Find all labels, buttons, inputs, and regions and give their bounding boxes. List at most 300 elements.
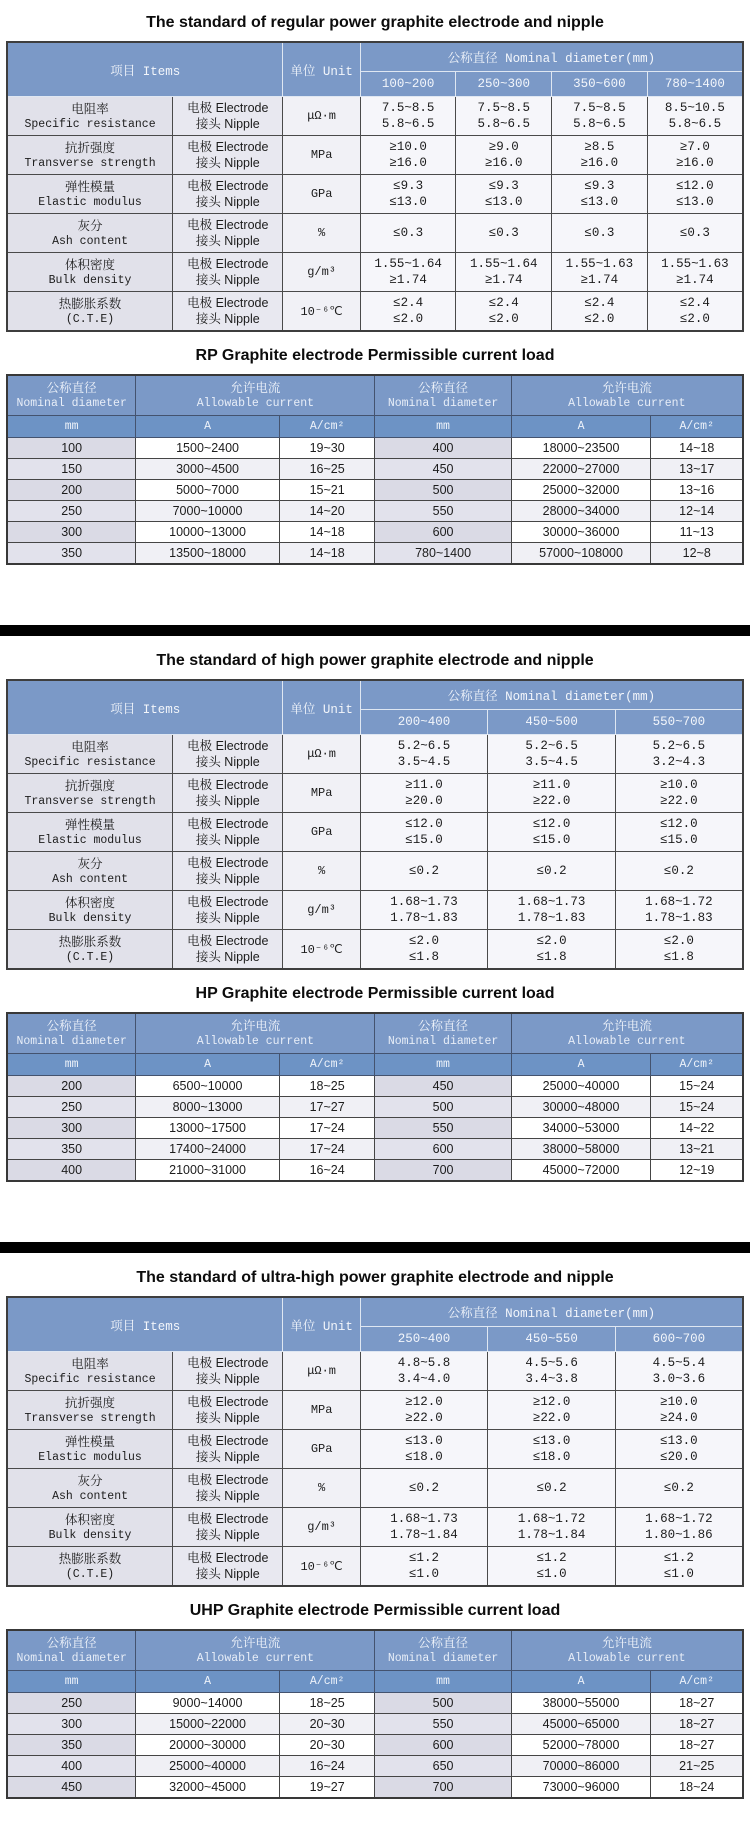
property-name-en: Bulk density [48, 273, 132, 287]
column-unit-header: A/cm² [651, 1671, 743, 1693]
header-en: Nominal diameter [387, 1652, 499, 1665]
unit-cell: 10⁻⁶℃ [283, 1547, 360, 1587]
spec-value-cell [647, 97, 743, 136]
current-density-cell: 17~27 [279, 1097, 375, 1118]
spec-row [7, 253, 743, 292]
nipple-label: 接头 Nipple [195, 911, 260, 925]
spec-value-line: ≥7.0 [679, 140, 710, 154]
diameter-cell: 650 [375, 1756, 511, 1777]
load-head-row [7, 1630, 743, 1671]
items-header: 项目 Items [7, 1297, 283, 1352]
current-density-cell: 16~25 [279, 459, 375, 480]
current-range-cell: 57000~108000 [511, 543, 651, 565]
property-name-cell [7, 813, 173, 852]
component-cell [173, 1430, 283, 1469]
electrode-label: 电极 Electrode [187, 856, 269, 870]
nominal-diameter-header: 公称直径 Nominal diameter(mm) [360, 1297, 743, 1327]
spec-value-cell [552, 292, 648, 332]
property-name-en: Specific resistance [24, 117, 156, 131]
component-cell [173, 292, 283, 332]
header-en: Allowable current [568, 1652, 686, 1665]
diameter-cell: 300 [7, 1118, 136, 1139]
spec-table-head [7, 680, 743, 735]
spec-table-head [7, 42, 743, 97]
load-table-body [7, 438, 743, 565]
property-name-en: Ash content [52, 872, 128, 886]
section-divider-bar [0, 625, 750, 636]
load-table-head [7, 375, 743, 438]
column-unit-header: mm [375, 1671, 511, 1693]
spec-row [7, 891, 743, 930]
nipple-label: 接头 Nipple [195, 1489, 260, 1503]
spec-value-cell [615, 735, 743, 774]
unit-cell: GPa [283, 813, 360, 852]
spec-value-line: ≥1.74 [676, 273, 714, 287]
diameter-cell: 600 [375, 522, 511, 543]
spec-value-line: ≥9.0 [488, 140, 519, 154]
property-name-cn: 热膨胀系数 [58, 1551, 122, 1566]
column-unit-header: A/cm² [279, 1671, 375, 1693]
property-name-cell [7, 891, 173, 930]
nominal-diameter-header: 公称直径 Nominal diameter(mm) [360, 42, 743, 72]
property-name-cn: 体积密度 [65, 895, 116, 910]
spec-value-cell [360, 214, 456, 253]
spec-value-line: ≥16.0 [676, 156, 714, 170]
spec-value-line: ≥10.0 [660, 1395, 698, 1409]
spec-value-line: ≤1.8 [409, 950, 440, 964]
electrode-spec-table [6, 41, 744, 332]
diameter-cell: 550 [375, 501, 511, 522]
electrode-label: 电极 Electrode [187, 1512, 269, 1526]
current-range-cell: 34000~53000 [511, 1118, 651, 1139]
spec-value-line: ≤0.3 [488, 226, 519, 240]
spec-value-line: ≥20.0 [405, 794, 443, 808]
allowable-current-header [136, 1013, 375, 1054]
current-range-cell: 38000~55000 [511, 1693, 651, 1714]
spec-row [7, 292, 743, 332]
spec-value-line: 3.4~3.8 [525, 1372, 578, 1386]
current-load-table [6, 374, 744, 565]
load-row [7, 1693, 743, 1714]
diameter-cell: 350 [7, 543, 136, 565]
component-cell [173, 1352, 283, 1391]
property-name-en: Bulk density [48, 911, 132, 925]
current-range-cell: 22000~27000 [511, 459, 651, 480]
spec-value-cell [647, 136, 743, 175]
property-name-cn: 电阻率 [71, 739, 109, 754]
spec-value-line: 1.78~1.83 [517, 911, 586, 925]
current-density-cell: 13~21 [651, 1139, 743, 1160]
spec-value-cell [615, 774, 743, 813]
unit-cell: % [283, 1469, 360, 1508]
property-name-cn: 抗折强度 [65, 1395, 116, 1410]
current-range-cell: 45000~65000 [511, 1714, 651, 1735]
load-row [7, 1735, 743, 1756]
spec-value-cell [456, 97, 552, 136]
electrode-spec-table [6, 679, 744, 970]
load-row [7, 1714, 743, 1735]
spec-value-line: 1.68~1.73 [390, 895, 458, 909]
current-density-cell: 17~24 [279, 1118, 375, 1139]
unit-header: 单位 Unit [283, 42, 360, 97]
property-name-cn: 抗折强度 [65, 140, 116, 155]
column-unit-header: A [136, 1054, 280, 1076]
current-density-cell: 13~16 [651, 480, 743, 501]
spec-value-cell [615, 1508, 743, 1547]
load-row [7, 501, 743, 522]
electrode-label: 电极 Electrode [187, 1356, 269, 1370]
spec-value-cell [615, 813, 743, 852]
diameter-cell: 550 [375, 1118, 511, 1139]
spec-value-line: 1.68~1.72 [645, 1512, 713, 1526]
nipple-label: 接头 Nipple [195, 1450, 260, 1464]
nominal-diameter-header [375, 1630, 511, 1671]
spec-value-cell [647, 292, 743, 332]
nipple-label: 接头 Nipple [195, 755, 260, 769]
header-cn: 允许电流 [230, 1636, 281, 1650]
spec-value-line: 5.8~6.5 [668, 117, 722, 131]
diameter-range-header: 250~300 [456, 72, 552, 97]
load-unit-row [7, 1054, 743, 1076]
spec-value-line: ≤18.0 [405, 1450, 443, 1464]
header-en: Allowable current [196, 1035, 315, 1048]
current-density-cell: 19~27 [279, 1777, 375, 1799]
diameter-cell: 350 [7, 1735, 136, 1756]
spec-row [7, 214, 743, 253]
component-cell [173, 852, 283, 891]
spec-value-line: ≤0.2 [536, 864, 567, 878]
spec-value-line: ≥22.0 [405, 1411, 443, 1425]
spec-value-line: 5.8~6.5 [381, 117, 435, 131]
spec-value-line: ≤13.0 [532, 1434, 571, 1448]
column-unit-header: A [511, 1671, 651, 1693]
spec-value-line: ≤2.4 [679, 296, 710, 310]
standard-section-title: The standard of regular power graphite electrode and nipple [146, 14, 604, 31]
component-cell [173, 774, 283, 813]
current-density-cell: 16~24 [279, 1756, 375, 1777]
electrode-label: 电极 Electrode [187, 257, 269, 271]
spec-value-line: 3.5~4.5 [397, 755, 451, 769]
spec-value-line: ≥22.0 [660, 794, 698, 808]
component-cell [173, 253, 283, 292]
current-density-cell: 15~24 [651, 1097, 743, 1118]
spec-value-line: 1.55~1.63 [661, 257, 729, 271]
spec-value-line: ≤0.3 [584, 226, 615, 240]
unit-header: 单位 Unit [283, 680, 360, 735]
electrode-label: 电极 Electrode [187, 1434, 269, 1448]
unit-cell: % [283, 852, 360, 891]
current-density-cell: 12~19 [651, 1160, 743, 1182]
diameter-cell: 600 [375, 1139, 511, 1160]
current-range-cell: 7000~10000 [136, 501, 280, 522]
load-row [7, 480, 743, 501]
current-range-cell: 30000~48000 [511, 1097, 651, 1118]
spec-row [7, 1391, 743, 1430]
header-en: Allowable current [196, 397, 315, 410]
spec-value-line: 5.2~6.5 [525, 739, 578, 753]
current-density-cell: 18~25 [279, 1076, 375, 1097]
spec-value-line: ≤1.0 [409, 1567, 440, 1581]
diameter-cell: 200 [7, 480, 136, 501]
load-table-body [7, 1076, 743, 1182]
spec-value-line: ≤1.8 [663, 950, 694, 964]
component-cell [173, 97, 283, 136]
spec-value-line: ≤1.0 [663, 1567, 694, 1581]
current-density-cell: 14~18 [279, 522, 375, 543]
spec-value-cell [360, 136, 456, 175]
property-name-cell [7, 253, 173, 292]
diameter-range-header: 600~700 [615, 1327, 743, 1352]
column-unit-header: A/cm² [651, 416, 743, 438]
nipple-label: 接头 Nipple [195, 156, 260, 170]
spec-value-line: ≤0.2 [663, 1481, 694, 1495]
property-name-cn: 抗折强度 [65, 778, 116, 793]
header-en: Nominal diameter [16, 1035, 127, 1048]
header-cn: 公称直径 [46, 1019, 97, 1033]
spec-row [7, 1508, 743, 1547]
header-en: Allowable current [196, 1652, 315, 1665]
spec-value-line: 1.80~1.86 [645, 1528, 713, 1542]
load-row [7, 1118, 743, 1139]
diameter-cell: 700 [375, 1777, 511, 1799]
current-range-cell: 73000~96000 [511, 1777, 651, 1799]
spec-value-cell [488, 1508, 616, 1547]
spec-head-row [7, 1297, 743, 1327]
component-cell [173, 813, 283, 852]
spec-value-cell [456, 136, 552, 175]
spec-value-line: ≤2.0 [679, 312, 710, 326]
nominal-diameter-header [375, 375, 511, 416]
component-cell [173, 930, 283, 970]
diameter-cell: 200 [7, 1076, 136, 1097]
spec-value-cell [360, 852, 488, 891]
current-range-cell: 52000~78000 [511, 1735, 651, 1756]
spec-value-line: ≤12.0 [405, 817, 443, 831]
property-name-cell [7, 1352, 173, 1391]
load-row [7, 522, 743, 543]
spec-row [7, 1352, 743, 1391]
property-name-en: (C.T.E) [65, 950, 115, 964]
spec-value-line: ≤9.3 [393, 179, 424, 193]
column-unit-header: mm [7, 1671, 136, 1693]
property-name-en: Specific resistance [24, 755, 156, 769]
spec-value-cell [647, 253, 743, 292]
spec-value-line: ≥1.74 [485, 273, 523, 287]
header-cn: 允许电流 [230, 1019, 281, 1033]
spec-value-line: ≥1.74 [389, 273, 427, 287]
spec-value-cell [360, 735, 488, 774]
header-en: Allowable current [568, 397, 686, 410]
electrode-label: 电极 Electrode [187, 1473, 269, 1487]
spec-row [7, 136, 743, 175]
unit-header: 单位 Unit [283, 1297, 360, 1352]
column-unit-header: A [136, 416, 280, 438]
property-name-en: (C.T.E) [65, 312, 115, 326]
spec-value-cell [456, 292, 552, 332]
current-load-title: HP Graphite electrode Permissible current load [195, 985, 555, 1002]
spec-value-line: 1.55~1.64 [374, 257, 442, 271]
spec-value-line: 5.8~6.5 [477, 117, 531, 131]
items-header: 项目 Items [7, 42, 283, 97]
spec-value-cell [360, 292, 456, 332]
property-name-cn: 体积密度 [65, 1512, 116, 1527]
property-name-cell [7, 852, 173, 891]
spec-value-cell [488, 774, 616, 813]
header-cn: 公称直径 [418, 381, 469, 395]
diameter-cell: 550 [375, 1714, 511, 1735]
current-density-cell: 20~30 [279, 1714, 375, 1735]
spec-value-cell [360, 1391, 488, 1430]
spec-value-line: 1.78~1.83 [390, 911, 458, 925]
unit-cell: GPa [283, 1430, 360, 1469]
header-en: Nominal diameter [387, 397, 499, 410]
property-name-cell [7, 1430, 173, 1469]
diameter-range-header: 350~600 [552, 72, 648, 97]
spec-value-line: 5.8~6.5 [573, 117, 626, 131]
allowable-current-header [136, 375, 375, 416]
spec-value-line: ≤1.8 [536, 950, 567, 964]
current-density-cell: 18~27 [651, 1714, 743, 1735]
electrode-label: 电极 Electrode [187, 296, 269, 310]
spec-value-line: 7.5~8.5 [573, 101, 626, 115]
property-name-cell [7, 1391, 173, 1430]
property-name-cn: 灰分 [77, 1473, 103, 1488]
spec-value-line: ≤0.2 [536, 1481, 567, 1495]
items-header: 项目 Items [7, 680, 283, 735]
allowable-current-header [136, 1630, 375, 1671]
spec-value-cell [615, 1430, 743, 1469]
electrode-label: 电极 Electrode [187, 934, 269, 948]
standard-section-title: The standard of ultra-high power graphite electrode and nipple [136, 1269, 614, 1286]
property-name-cell [7, 774, 173, 813]
current-range-cell: 70000~86000 [511, 1756, 651, 1777]
spec-value-line: 4.5~5.6 [525, 1356, 578, 1370]
property-name-en: Elastic modulus [38, 195, 142, 209]
unit-cell: % [283, 214, 360, 253]
diameter-range-header: 780~1400 [647, 72, 743, 97]
nominal-diameter-header: 公称直径 Nominal diameter(mm) [360, 680, 743, 710]
header-cn: 允许电流 [601, 381, 652, 395]
spec-value-cell [615, 1547, 743, 1587]
allowable-current-header [511, 1013, 743, 1054]
spec-row [7, 1547, 743, 1587]
spec-value-cell [615, 1391, 743, 1430]
spec-value-cell [488, 813, 616, 852]
current-load-title: UHP Graphite electrode Permissible current load [189, 1602, 561, 1619]
current-range-cell: 1500~2400 [136, 438, 280, 459]
header-en: Nominal diameter [387, 1035, 499, 1048]
spec-value-line: 7.5~8.5 [477, 101, 531, 115]
property-name-en: Bulk density [48, 1528, 132, 1542]
nipple-label: 接头 Nipple [195, 273, 260, 287]
column-unit-header: mm [7, 1054, 136, 1076]
nipple-label: 接头 Nipple [195, 1372, 260, 1386]
spec-value-line: 3.0~3.6 [652, 1372, 706, 1386]
section-divider-bar [0, 1242, 750, 1253]
property-name-cell [7, 1469, 173, 1508]
diameter-cell: 300 [7, 522, 136, 543]
spec-value-line: ≥10.0 [660, 778, 698, 792]
nipple-label: 接头 Nipple [195, 234, 260, 248]
diameter-range-header: 200~400 [360, 710, 488, 735]
spec-value-line: ≤2.0 [409, 934, 440, 948]
electrode-label: 电极 Electrode [187, 218, 269, 232]
nipple-label: 接头 Nipple [195, 1528, 260, 1542]
spec-value-line: ≤0.3 [679, 226, 710, 240]
nipple-label: 接头 Nipple [195, 312, 260, 326]
header-cn: 公称直径 [418, 1019, 469, 1033]
current-range-cell: 8000~13000 [136, 1097, 280, 1118]
load-row [7, 438, 743, 459]
property-name-cell [7, 292, 173, 332]
spec-value-line: 7.5~8.5 [381, 101, 435, 115]
column-unit-header: A/cm² [651, 1054, 743, 1076]
current-density-cell: 18~27 [651, 1693, 743, 1714]
nipple-label: 接头 Nipple [195, 950, 260, 964]
spec-value-line: ≤2.0 [584, 312, 615, 326]
spec-value-line: ≤13.0 [405, 1434, 443, 1448]
current-range-cell: 30000~36000 [511, 522, 651, 543]
load-row [7, 543, 743, 565]
diameter-range-header: 250~400 [360, 1327, 488, 1352]
component-cell [173, 1547, 283, 1587]
spec-value-line: ≥1.74 [580, 273, 619, 287]
current-range-cell: 20000~30000 [136, 1735, 280, 1756]
spec-value-line: 5.2~6.5 [652, 739, 706, 753]
spec-value-line: 1.78~1.84 [390, 1528, 458, 1542]
unit-cell: 10⁻⁶℃ [283, 292, 360, 332]
spec-value-cell [488, 735, 616, 774]
spec-row [7, 852, 743, 891]
spec-value-line: ≤18.0 [532, 1450, 571, 1464]
spec-table-body [7, 1352, 743, 1587]
spec-value-cell [552, 214, 648, 253]
property-name-cn: 电阻率 [71, 101, 109, 116]
current-range-cell: 9000~14000 [136, 1693, 280, 1714]
property-name-cn: 热膨胀系数 [58, 934, 122, 949]
component-cell [173, 891, 283, 930]
load-row [7, 1777, 743, 1799]
spec-value-cell [552, 175, 648, 214]
load-head-row [7, 1013, 743, 1054]
current-range-cell: 28000~34000 [511, 501, 651, 522]
spec-value-cell [456, 214, 552, 253]
current-range-cell: 10000~13000 [136, 522, 280, 543]
property-name-en: Specific resistance [24, 1372, 156, 1386]
electrode-label: 电极 Electrode [187, 817, 269, 831]
diameter-cell: 780~1400 [375, 543, 511, 565]
current-range-cell: 18000~23500 [511, 438, 651, 459]
spec-value-cell [647, 175, 743, 214]
property-name-en: (C.T.E) [65, 1567, 115, 1581]
current-density-cell: 18~25 [279, 1693, 375, 1714]
spec-value-cell [360, 1547, 488, 1587]
header-cn: 公称直径 [46, 381, 97, 395]
diameter-cell: 400 [7, 1160, 136, 1182]
diameter-range-header: 550~700 [615, 710, 743, 735]
spec-value-line: ≤15.0 [660, 833, 698, 847]
property-name-en: Ash content [52, 234, 128, 248]
spec-value-line: ≤20.0 [660, 1450, 698, 1464]
spec-value-line: 1.55~1.63 [565, 257, 634, 271]
diameter-cell: 400 [7, 1756, 136, 1777]
header-cn: 允许电流 [230, 381, 281, 395]
current-density-cell: 21~25 [651, 1756, 743, 1777]
current-range-cell: 15000~22000 [136, 1714, 280, 1735]
diameter-cell: 600 [375, 1735, 511, 1756]
spec-value-line: ≤9.3 [488, 179, 519, 193]
current-density-cell: 16~24 [279, 1160, 375, 1182]
